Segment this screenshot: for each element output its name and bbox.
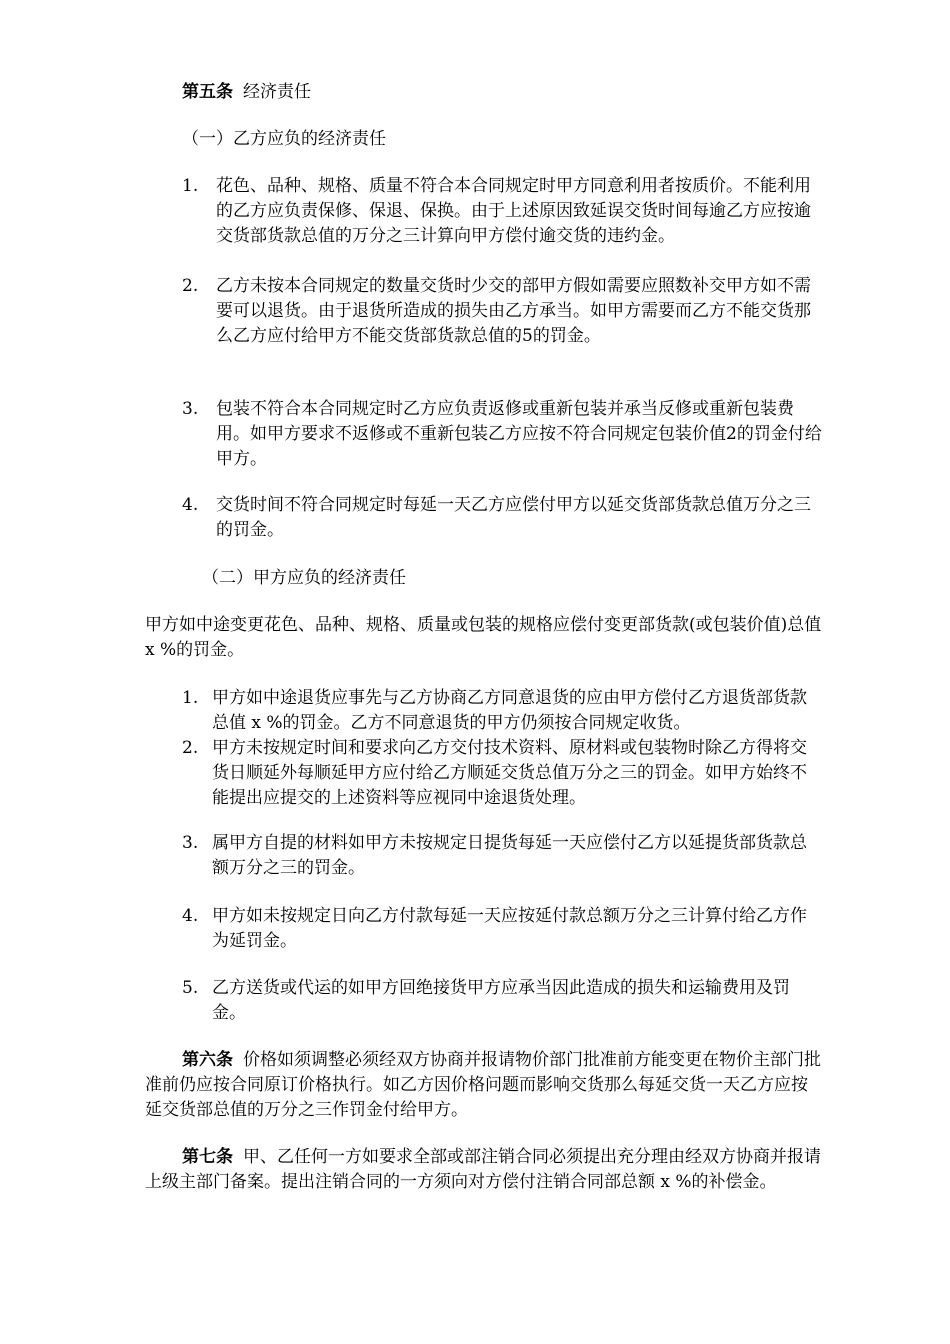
section-a-heading: （一）乙方应负的经济责任 [182, 129, 386, 149]
section-b-item-3 [182, 831, 822, 881]
article-5-subject: 经济责任 [243, 82, 311, 102]
item-text: 属甲方自提的材料如甲方未按规定日提货每延一天应偿付乙方以延提货部货款总额万分之三的罚金。 [212, 833, 807, 878]
item-text: 甲方如未按规定日向乙方付款每延一天应按延付款总额万分之三计算付给乙方作为延罚金。 [212, 906, 807, 951]
article-7 [145, 1145, 823, 1195]
item-text: 乙方未按本合同规定的数量交货时少交的部甲方假如需要应照数补交甲方如不需要可以退货。由于退货所造成的损失由乙方承当。如甲方需要而乙方不能交货那么乙方应付给甲方不能交货部货款总值的5的罚金。 [216, 276, 811, 346]
section-a-item-2 [182, 274, 822, 349]
item-number: 4. [182, 495, 199, 515]
item-text: 乙方送货或代运的如甲方回绝接货甲方应承当因此造成的损失和运输费用及罚金。 [212, 978, 790, 1023]
article-6-text: 价格如须调整必须经双方协商并报请物价部门批准前方能变更在物价主部门批准前仍应按合同原订价格执行。如乙方因价格问题而影响交货那么每延交货一天乙方应按延交货部总值的万分之三作罚金付给甲方。 [145, 1050, 821, 1120]
item-number: 2. [182, 276, 199, 296]
section-b-item-1 [182, 686, 822, 736]
section-a-item-3 [182, 397, 822, 472]
article-5-heading [182, 80, 311, 105]
item-number: 4. [182, 906, 199, 926]
item-text: 甲方如中途退货应事先与乙方协商乙方同意退货的应由甲方偿付乙方退货部货款总值 x %的罚金。乙方不同意退货的甲方仍须按合同规定收货。 [212, 688, 807, 733]
article-6 [145, 1048, 823, 1123]
section-b-item-4 [182, 904, 822, 954]
item-number: 2. [182, 738, 199, 758]
item-number: 1. [182, 176, 199, 196]
section-a-item-1 [182, 174, 822, 249]
item-number: 5. [182, 978, 199, 998]
section-b-item-5 [182, 976, 822, 1026]
section-b-heading: （二）甲方应负的经济责任 [202, 568, 406, 588]
section-b-intro: 甲方如中途变更花色、品种、规格、质量或包装的规格应偿付变更部货款(或包装价值)总值 x %的罚金。 [145, 615, 822, 660]
item-number: 3. [182, 399, 199, 419]
item-text: 花色、品种、规格、质量不符合本合同规定时甲方同意利用者按质价。不能利用的乙方应负责保修、保退、保换。由于上述原因致延误交货时间每逾乙方应按逾交货部货款总值的万分之三计算向甲方偿付逾交货的违约金。 [216, 176, 811, 246]
section-a-item-4 [182, 493, 822, 543]
item-number: 3. [182, 833, 199, 853]
article-5-title: 第五条 [182, 82, 233, 102]
section-b-item-2 [182, 736, 822, 811]
article-7-text: 甲、乙任何一方如要求全部或部注销合同必须提出充分理由经双方协商并报请上级主部门备案。提出注销合同的一方须向对方偿付注销合同部总额 x %的补偿金。 [145, 1147, 821, 1192]
item-text: 甲方未按规定时间和要求向乙方交付技术资料、原材料或包装物时除乙方得将交货日顺延外每顺延甲方应付给乙方顺延交货总值万分之三的罚金。如甲方始终不能提出应提交的上述资料等应视同中途退货处理。 [212, 738, 807, 808]
item-text: 包装不符合本合同规定时乙方应负责返修或重新包装并承当反修或重新包装费用。如甲方要求不返修或不重新包装乙方应按不符合同规定包装价值2的罚金付给甲方。 [216, 399, 822, 469]
item-number: 1. [182, 688, 199, 708]
item-text: 交货时间不符合同规定时每延一天乙方应偿付甲方以延交货部货款总值万分之三的罚金。 [216, 495, 811, 540]
article-7-title: 第七条 [182, 1147, 233, 1167]
article-6-title: 第六条 [182, 1050, 233, 1070]
